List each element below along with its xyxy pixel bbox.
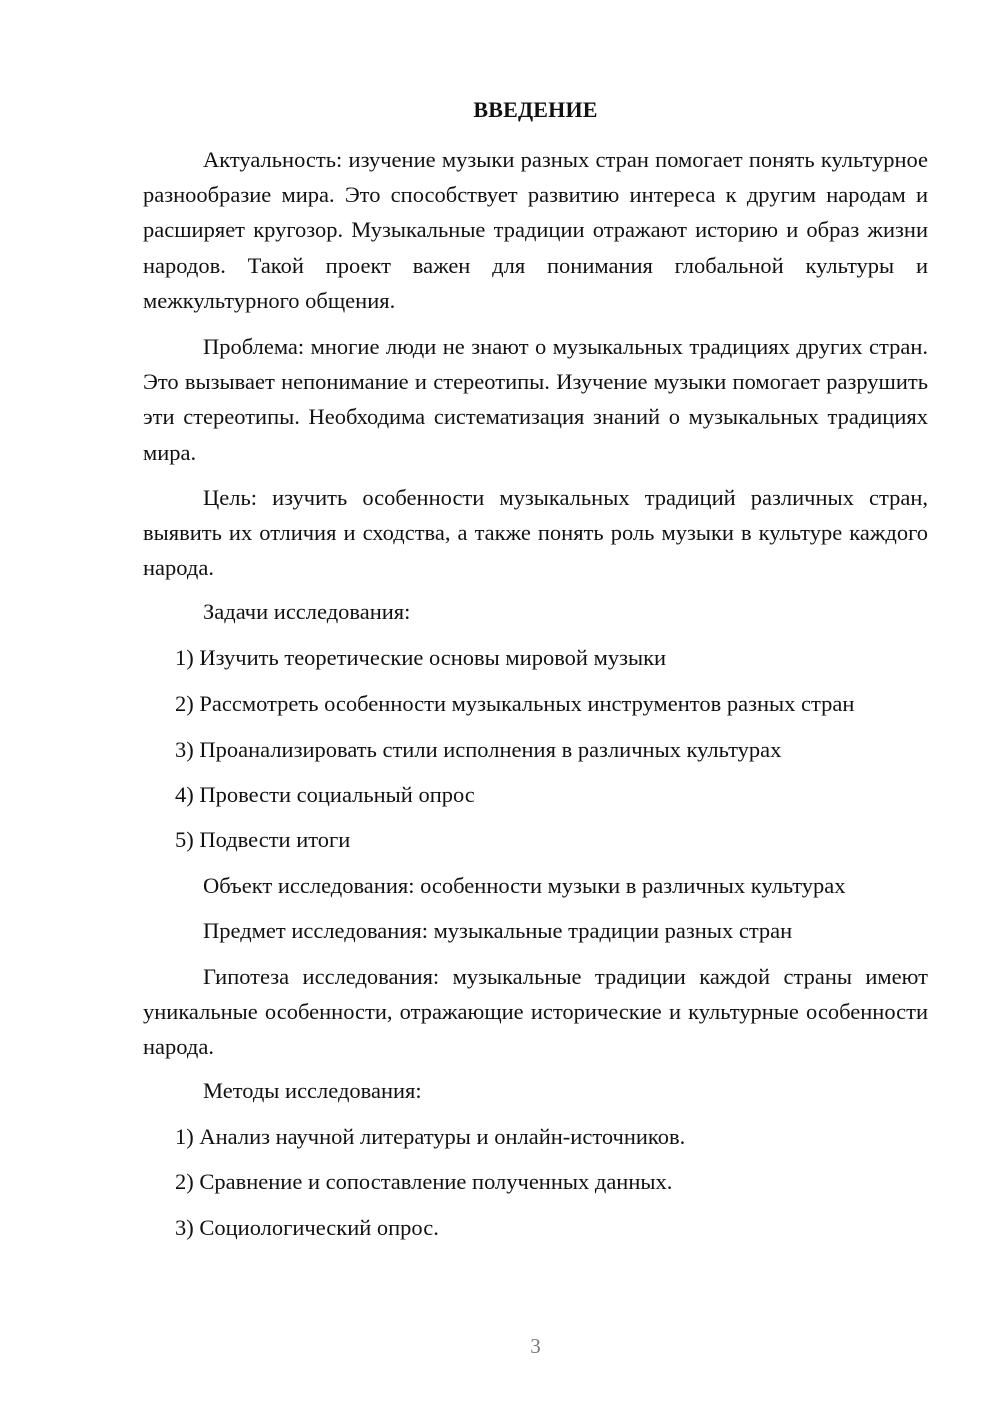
method-item: 1) Анализ научной литературы и онлайн-источников. bbox=[175, 1124, 686, 1149]
page-title: ВВЕДЕНИЕ bbox=[473, 97, 598, 122]
task-item: 5) Подвести итоги bbox=[175, 827, 351, 852]
relevance-paragraph: Актуальность: изучение музыки разных стран помогает понять культурное разнообразие мира. Это способствует развитию интереса к другим народам и расширяет кругозор. Музыкальные традиции отражают историю и образ жизни народов. Такой проект важен для понимания глобальной культуры и межкультурного общения. bbox=[143, 147, 928, 313]
task-item: 1) Изучить теоретические основы мировой музыки bbox=[175, 645, 667, 670]
task-item: 4) Провести социальный опрос bbox=[175, 782, 475, 807]
methods-heading: Методы исследования: bbox=[203, 1078, 422, 1103]
goal-paragraph: Цель: изучить особенности музыкальных традиций различных стран, выявить их отличия и сходства, а также понять роль музыки в культуре каждого народа. bbox=[143, 485, 928, 581]
tasks-heading: Задачи исследования: bbox=[203, 599, 411, 624]
task-item: 2) Рассмотреть особенности музыкальных инструментов разных стран bbox=[175, 691, 855, 716]
method-item: 3) Социологический опрос. bbox=[175, 1215, 439, 1240]
research-object: Объект исследования: особенности музыки в различных культурах bbox=[203, 873, 846, 898]
research-subject: Предмет исследования: музыкальные традиции разных стран bbox=[203, 918, 793, 943]
method-item: 2) Сравнение и сопоставление полученных данных. bbox=[175, 1169, 673, 1194]
hypothesis-paragraph: Гипотеза исследования: музыкальные традиции каждой страны имеют уникальные особенности, отражающие исторические и культурные особенности народа. bbox=[143, 964, 928, 1060]
document-page bbox=[143, 0, 928, 1414]
problem-paragraph: Проблема: многие люди не знают о музыкальных традициях других стран. Это вызывает непонимание и стереотипы. Изучение музыки помогает разрушить эти стереотипы. Необходима систематизация знаний о музыкальных традициях мира. bbox=[143, 334, 928, 465]
page-number: 3 bbox=[530, 1334, 541, 1358]
task-item: 3) Проанализировать стили исполнения в различных культурах bbox=[175, 737, 782, 762]
